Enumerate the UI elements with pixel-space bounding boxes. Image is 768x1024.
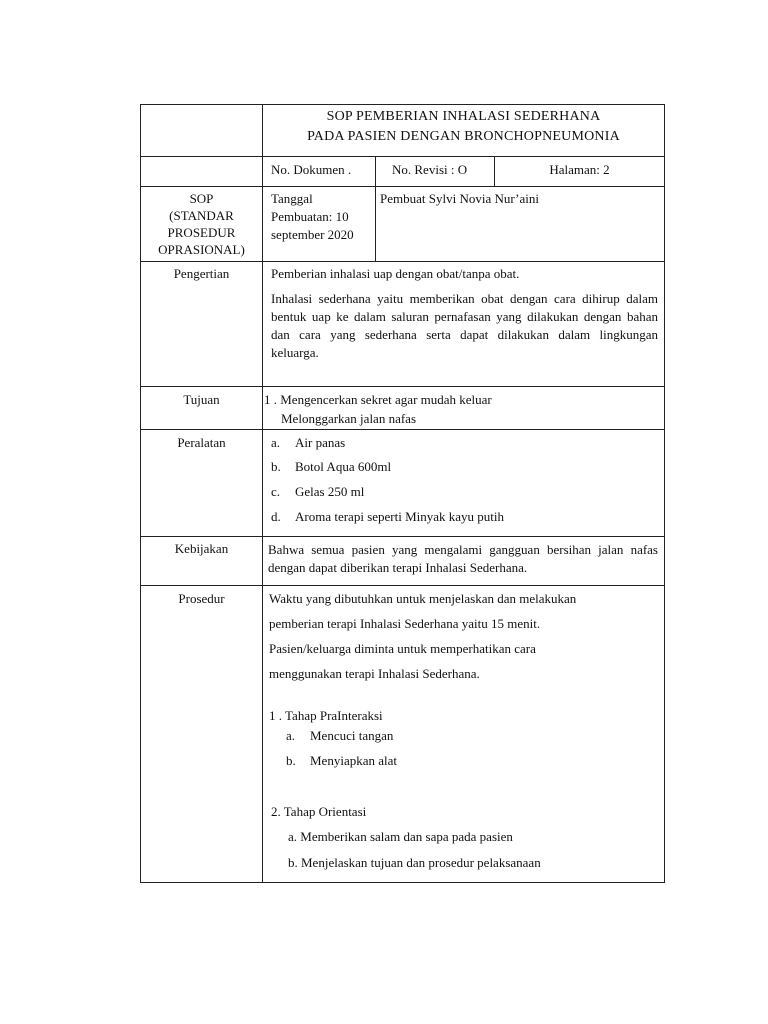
peralatan-item-c	[271, 484, 364, 500]
column-divider-revisi	[375, 156, 376, 262]
tujuan-item-2: Melonggarkan jalan nafas	[281, 411, 417, 426]
sop-label-line-3: PROSEDUR	[167, 225, 236, 240]
table-border-bottom	[140, 882, 665, 883]
step-text: Menyiapkan alat	[310, 753, 397, 768]
row-divider-peralatan	[140, 536, 665, 537]
prosedur-intro-3: Pasien/keluarga diminta untuk memperhatikan cara	[269, 641, 536, 656]
sop-label-line-2: (STANDAR	[169, 208, 234, 223]
tahap-orientasi-heading: 2. Tahap Orientasi	[271, 804, 367, 819]
tahap-orientasi-item-b	[288, 855, 541, 871]
no-dokumen-label: No. Dokumen .	[271, 162, 352, 177]
tahap-prainteraksi-item-b	[286, 753, 397, 769]
tahap-orientasi-item-a	[288, 829, 513, 845]
tujuan-item-1: 1 . Mengencerkan sekret agar mudah keluar	[264, 392, 492, 407]
list-marker: b.	[271, 459, 281, 474]
prosedur-intro-2: pemberian terapi Inhalasi Sederhana yaitu 15 menit.	[269, 616, 541, 631]
tujuan-label: Tujuan	[183, 392, 220, 407]
tahap-prainteraksi-heading: 1 . Tahap PraInteraksi	[269, 708, 383, 723]
tanggal-pembuatan-line-2: Pembuatan: 10	[271, 209, 349, 224]
no-revisi-label: No. Revisi : O	[392, 162, 468, 177]
pembuat-label: Pembuat Sylvi Novia Nur’aini	[380, 191, 539, 206]
tanggal-pembuatan-line-1: Tanggal	[271, 191, 313, 206]
prosedur-intro-4: menggunakan terapi Inhalasi Sederhana.	[269, 666, 480, 681]
list-marker: a.	[271, 435, 281, 450]
kebijakan-text: Bahwa semua pasien yang mengalami gangguan bersihan jalan nafas dengan dapat diberikan terapi Inhalasi Sederhana.	[268, 542, 658, 575]
row-divider-pengertian	[140, 386, 665, 387]
list-marker: d.	[271, 509, 281, 524]
row-divider-tujuan	[140, 429, 665, 430]
peralatan-item-text: Aroma terapi seperti Minyak kayu putih	[295, 509, 505, 524]
prosedur-label: Prosedur	[178, 591, 225, 606]
peralatan-label: Peralatan	[177, 435, 226, 450]
pengertian-text-1: Pemberian inhalasi uap dengan obat/tanpa obat.	[271, 266, 520, 281]
table-border-right	[664, 104, 665, 883]
pengertian-text-2: Inhalasi sederhana yaitu memberikan obat dengan cara dihirup dalam bentuk uap ke dalam saluran pernafasan yang dilakukan dengan bahan dan cara yang sederhana serta dapat dilakukan dalam lingkungan keluarga.	[271, 291, 658, 360]
peralatan-item-text: Botol Aqua 600ml	[295, 459, 392, 474]
peralatan-item-text: Gelas 250 ml	[295, 484, 365, 499]
list-marker: b.	[288, 855, 298, 870]
row-divider-title	[140, 156, 665, 157]
step-text: Mencuci tangan	[310, 728, 394, 743]
peralatan-item-text: Air panas	[295, 435, 346, 450]
peralatan-item-b	[271, 459, 391, 475]
row-divider-kebijakan	[140, 585, 665, 586]
kebijakan-label: Kebijakan	[174, 541, 229, 556]
column-divider-main	[262, 104, 263, 883]
prosedur-intro-1: Waktu yang dibutuhkan untuk menjelaskan dan melakukan	[269, 591, 577, 606]
step-text: Memberikan salam dan sapa pada pasien	[300, 829, 513, 844]
table-border-top	[140, 104, 665, 105]
document-title-line-1: SOP PEMBERIAN INHALASI SEDERHANA	[326, 109, 601, 124]
sop-label-line-4: OPRASIONAL)	[158, 242, 245, 257]
tahap-prainteraksi-item-a	[286, 728, 393, 744]
row-divider-doc-info	[140, 186, 665, 187]
peralatan-item-d	[271, 509, 504, 525]
document-title-line-2: PADA PASIEN DENGAN BRONCHOPNEUMONIA	[307, 129, 620, 144]
halaman-label: Halaman: 2	[549, 162, 610, 177]
step-text: Menjelaskan tujuan dan prosedur pelaksanaan	[301, 855, 541, 870]
list-marker: b.	[286, 753, 296, 768]
list-marker: a.	[288, 829, 298, 844]
tanggal-pembuatan-line-3: september 2020	[271, 227, 354, 242]
pengertian-label: Pengertian	[173, 266, 230, 281]
peralatan-item-a	[271, 435, 345, 451]
sop-label-line-1: SOP	[189, 191, 214, 206]
list-marker: c.	[271, 484, 281, 499]
list-marker: a.	[286, 728, 296, 743]
row-divider-sop	[140, 261, 665, 262]
